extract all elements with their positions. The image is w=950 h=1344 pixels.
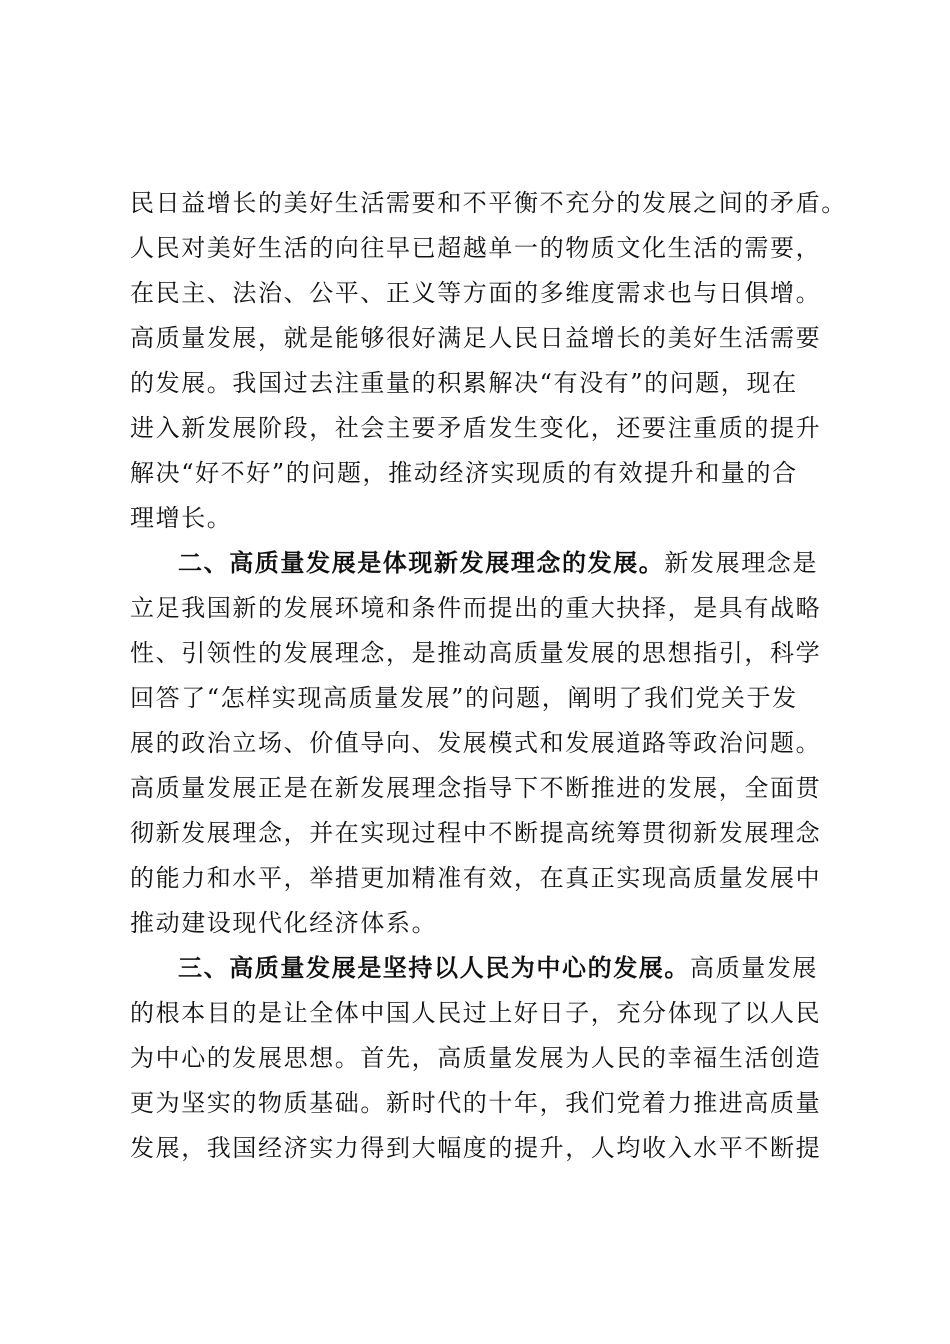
text-line: 回答了“怎样实现高质量发展”的问题，阐明了我们党关于发 [130,684,798,712]
text-line: 解决“好不好”的问题，推动经济实现质的有效提升和量的合 [130,459,798,487]
text-line: 民日益增长的美好生活需要和不平衡不充分的发展之间的矛盾。 [130,189,847,217]
text-line: 的发展。我国过去注重量的积累解决“有没有”的问题，现在 [130,369,798,397]
text-line: 立足我国新的发展环境和条件而提出的重大抉择，是具有战略 [130,594,822,622]
text-line: 进入新发展阶段，社会主要矛盾发生变化，还要注重质的提升 [130,414,822,442]
text-line: 性、引领性的发展理念，是推动高质量发展的思想指引，科学 [130,639,822,667]
text-line: 发展，我国经济实力得到大幅度的提升，人均收入水平不断提 [130,1134,822,1162]
text-line: 的能力和水平，举措更加精准有效，在真正实现高质量发展中 [130,864,822,892]
section-three-first-line: 三、高质量发展是坚持以人民为中心的发展。高质量发展 [178,953,818,982]
text-line: 理增长。 [130,504,233,532]
text-line: 为中心的发展思想。首先，高质量发展为人民的幸福生活创造 [130,1044,822,1072]
text-line: 的根本目的是让全体中国人民过上好日子，充分体现了以人民 [130,999,822,1027]
section-three-heading: 三、高质量发展是坚持以人民为中心的发展。 [178,953,690,982]
text-line: 人民对美好生活的向往早已超越单一的物质文化生活的需要， [130,234,822,262]
text-line: 更为坚实的物质基础。新时代的十年，我们党着力推进高质量 [130,1089,822,1117]
text-line: 展的政治立场、价值导向、发展模式和发展道路等政治问题。 [130,729,822,757]
text-line: 高质量发展正是在新发展理念指导下不断推进的发展，全面贯 [130,774,822,802]
text-line: 高质量发展，就是能够很好满足人民日益增长的美好生活需要 [130,324,822,352]
text-line: 在民主、法治、公平、正义等方面的多维度需求也与日俱增。 [130,279,822,307]
text-line: 彻新发展理念，并在实现过程中不断提高统筹贯彻新发展理念 [130,819,822,847]
section-two-heading: 二、高质量发展是体现新发展理念的发展。 [178,548,665,577]
text-line: 推动建设现代化经济体系。 [130,909,438,937]
section-two-first-line: 二、高质量发展是体现新发展理念的发展。新发展理念是 [178,548,819,577]
